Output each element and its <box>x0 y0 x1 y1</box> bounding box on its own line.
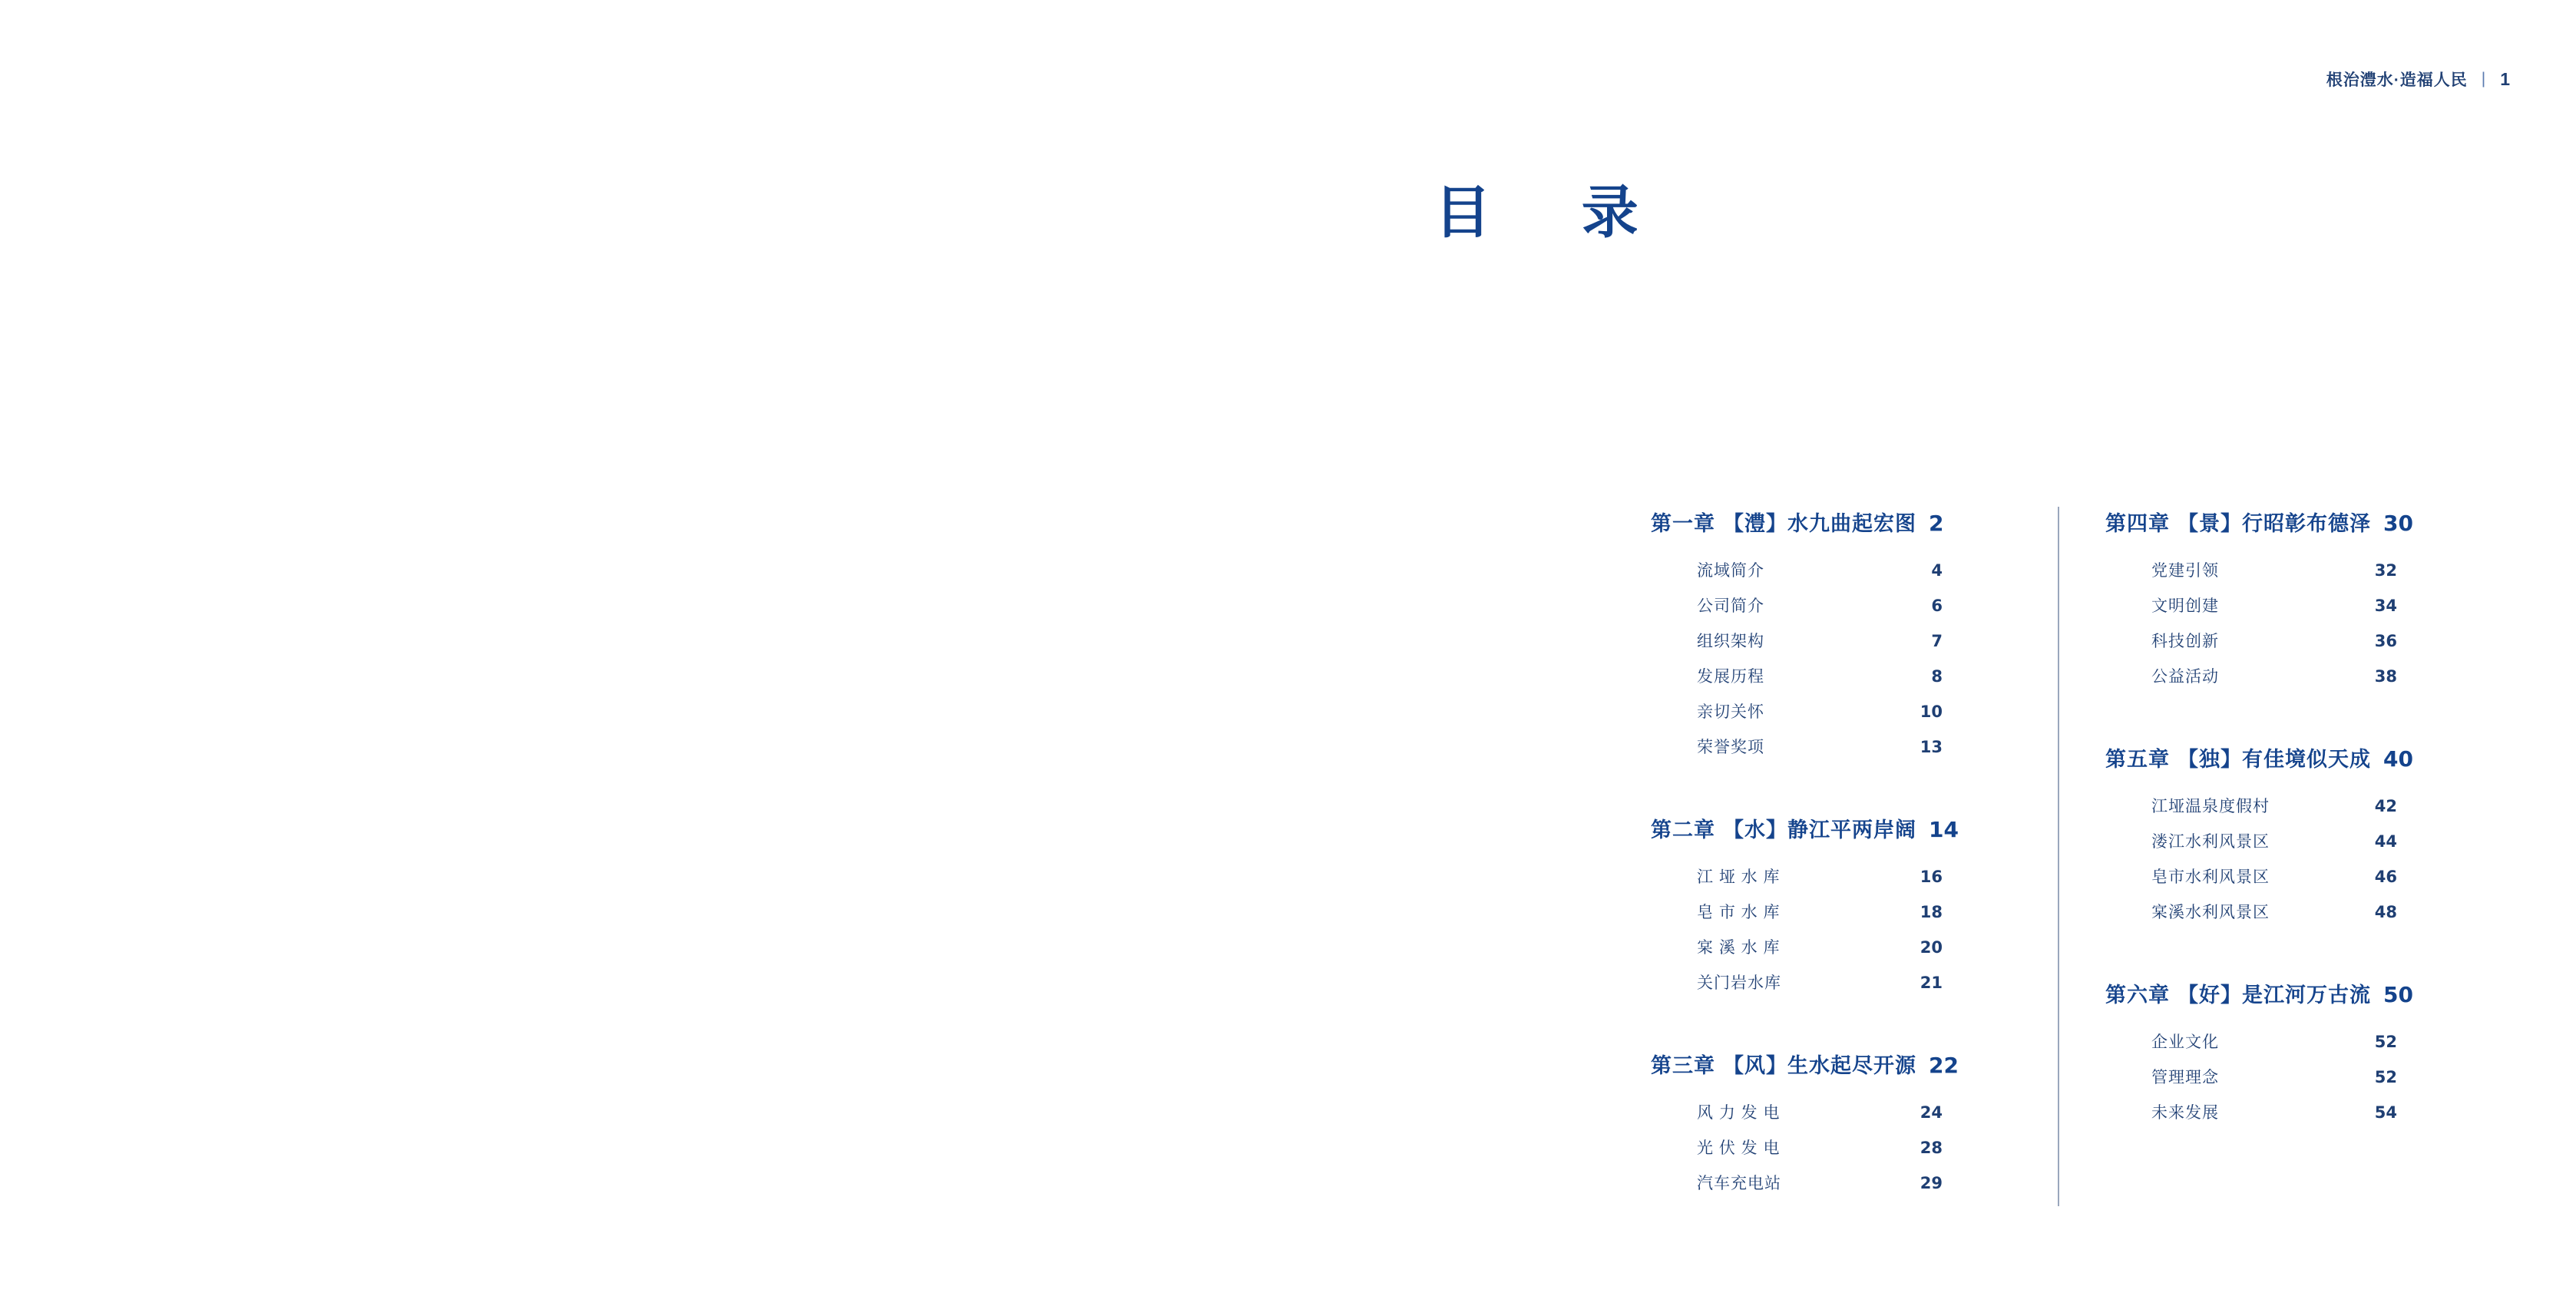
entry-page: 36 <box>2374 632 2397 650</box>
entry-title: 宲溪水利风景区 <box>2151 904 2270 921</box>
entry-title: 组织架构 <box>1697 633 1764 650</box>
chapter-label: 第五章 <box>2105 748 2170 771</box>
entry-page: 20 <box>1920 938 1943 957</box>
chapter-entry-list <box>1651 1100 2012 1194</box>
entry-title: 未来发展 <box>2151 1104 2219 1122</box>
entry-page: 46 <box>2374 868 2397 886</box>
chapter-entry-list <box>1651 558 2012 758</box>
entry-page: 44 <box>2374 832 2397 851</box>
entry-page: 32 <box>2374 561 2397 580</box>
list-item[interactable] <box>2151 558 2397 581</box>
page-title: 目 录 <box>1434 180 1674 246</box>
chapter-entry-list <box>2105 558 2472 687</box>
entry-page: 13 <box>1920 738 1943 756</box>
list-item[interactable] <box>1697 1100 1943 1123</box>
entry-title: 公司简介 <box>1697 597 1764 615</box>
chapter-block[interactable] <box>2105 507 2472 687</box>
entry-title: 溇江水利风景区 <box>2151 833 2270 851</box>
running-header-separator: | <box>2481 70 2487 88</box>
list-item[interactable] <box>1697 900 1943 923</box>
entry-page: 4 <box>1931 561 1943 580</box>
chapter-block[interactable] <box>1651 507 2012 758</box>
chapter-title: 【风】生水起尽开源 <box>1723 1054 1916 1077</box>
list-item[interactable] <box>2151 593 2397 617</box>
running-header <box>0 68 2576 91</box>
entry-title: 亲切关怀 <box>1697 703 1764 721</box>
list-item[interactable] <box>2151 664 2397 687</box>
chapter-page: 22 <box>1929 1053 1959 1078</box>
chapter-block[interactable] <box>1651 813 2012 994</box>
list-item[interactable] <box>1697 558 1943 581</box>
list-item[interactable] <box>2151 900 2397 923</box>
entry-title: 公益活动 <box>2151 668 2219 686</box>
chapter-page: 40 <box>2383 746 2413 772</box>
entry-page: 21 <box>1920 974 1943 992</box>
entry-title: 皂市水利风景区 <box>2151 868 2270 886</box>
list-item[interactable] <box>1697 1171 1943 1194</box>
chapter-label: 第三章 <box>1651 1054 1715 1077</box>
entry-page: 18 <box>1920 903 1943 921</box>
entry-title: 宲 溪 水 库 <box>1697 939 1781 957</box>
entry-title: 皂 市 水 库 <box>1697 904 1781 921</box>
entry-page: 48 <box>2374 903 2397 921</box>
entry-title: 文明创建 <box>2151 597 2219 615</box>
toc-column-left <box>1651 507 2058 1206</box>
list-item[interactable] <box>1697 1136 1943 1159</box>
list-item[interactable] <box>2151 794 2397 817</box>
entry-title: 流域简介 <box>1697 562 1764 580</box>
list-item[interactable] <box>1697 865 1943 888</box>
chapter-title: 【水】静江平两岸阔 <box>1723 818 1916 841</box>
entry-title: 企业文化 <box>2151 1033 2219 1051</box>
entry-title: 光 伏 发 电 <box>1697 1139 1781 1157</box>
table-of-contents <box>1651 507 2511 1206</box>
list-item[interactable] <box>1697 735 1943 758</box>
entry-title: 江 垭 水 库 <box>1697 868 1781 886</box>
entry-title: 管理理念 <box>2151 1069 2219 1086</box>
entry-page: 24 <box>1920 1103 1943 1122</box>
chapter-heading[interactable] <box>1651 507 2012 537</box>
list-item[interactable] <box>2151 865 2397 888</box>
list-item[interactable] <box>1697 970 1943 994</box>
entry-page: 52 <box>2374 1068 2397 1086</box>
entry-page: 54 <box>2374 1103 2397 1122</box>
chapter-entry-list <box>2105 794 2472 923</box>
entry-title: 江垭温泉度假村 <box>2151 798 2270 815</box>
list-item[interactable] <box>2151 829 2397 852</box>
entry-page: 28 <box>1920 1139 1943 1157</box>
list-item[interactable] <box>2151 629 2397 652</box>
entry-page: 34 <box>2374 597 2397 615</box>
list-item[interactable] <box>2151 1100 2397 1123</box>
entry-title: 荣誉奖项 <box>1697 739 1764 756</box>
chapter-heading[interactable] <box>2105 742 2472 772</box>
list-item[interactable] <box>1697 629 1943 652</box>
list-item[interactable] <box>1697 699 1943 722</box>
entry-title: 科技创新 <box>2151 633 2219 650</box>
list-item[interactable] <box>2151 1065 2397 1088</box>
chapter-title: 【好】是江河万古流 <box>2178 984 2371 1007</box>
chapter-title: 【景】行昭彰布德泽 <box>2178 512 2371 535</box>
chapter-title: 【独】有佳境似天成 <box>2178 748 2371 771</box>
chapter-heading[interactable] <box>2105 978 2472 1008</box>
entry-title: 发展历程 <box>1697 668 1764 686</box>
entry-page: 8 <box>1931 667 1943 686</box>
entry-page: 42 <box>2374 797 2397 815</box>
toc-column-right <box>2058 507 2472 1206</box>
chapter-title: 【澧】水九曲起宏图 <box>1723 512 1916 535</box>
chapter-label: 第一章 <box>1651 512 1715 535</box>
chapter-block[interactable] <box>2105 742 2472 923</box>
chapter-page: 2 <box>1929 511 1944 536</box>
chapter-label: 第二章 <box>1651 818 1715 841</box>
chapter-heading[interactable] <box>1651 1049 2012 1079</box>
entry-title: 关门岩水库 <box>1697 974 1781 992</box>
chapter-block[interactable] <box>2105 978 2472 1123</box>
chapter-label: 第六章 <box>2105 984 2170 1007</box>
chapter-page: 30 <box>2383 511 2413 536</box>
list-item[interactable] <box>1697 664 1943 687</box>
chapter-heading[interactable] <box>2105 507 2472 537</box>
running-header-page-number: 1 <box>2500 68 2511 89</box>
entry-title: 党建引领 <box>2151 562 2219 580</box>
chapter-page: 14 <box>1929 817 1959 842</box>
entry-page: 52 <box>2374 1033 2397 1051</box>
list-item[interactable] <box>1697 935 1943 958</box>
list-item[interactable] <box>1697 593 1943 617</box>
entry-page: 6 <box>1931 597 1943 615</box>
entry-title: 汽车充电站 <box>1697 1175 1781 1192</box>
entry-title: 风 力 发 电 <box>1697 1104 1781 1122</box>
entry-page: 38 <box>2374 667 2397 686</box>
chapter-heading[interactable] <box>1651 813 2012 843</box>
entry-page: 29 <box>1920 1174 1943 1192</box>
chapter-label: 第四章 <box>2105 512 2170 535</box>
entry-page: 10 <box>1920 703 1943 721</box>
chapter-entry-list <box>1651 865 2012 994</box>
chapter-page: 50 <box>2383 982 2413 1007</box>
entry-page: 7 <box>1931 632 1943 650</box>
entry-page: 16 <box>1920 868 1943 886</box>
chapter-entry-list <box>2105 1030 2472 1123</box>
chapter-block[interactable] <box>1651 1049 2012 1194</box>
running-header-brand: 根治澧水·造福人民 <box>2326 71 2468 89</box>
list-item[interactable] <box>2151 1030 2397 1053</box>
